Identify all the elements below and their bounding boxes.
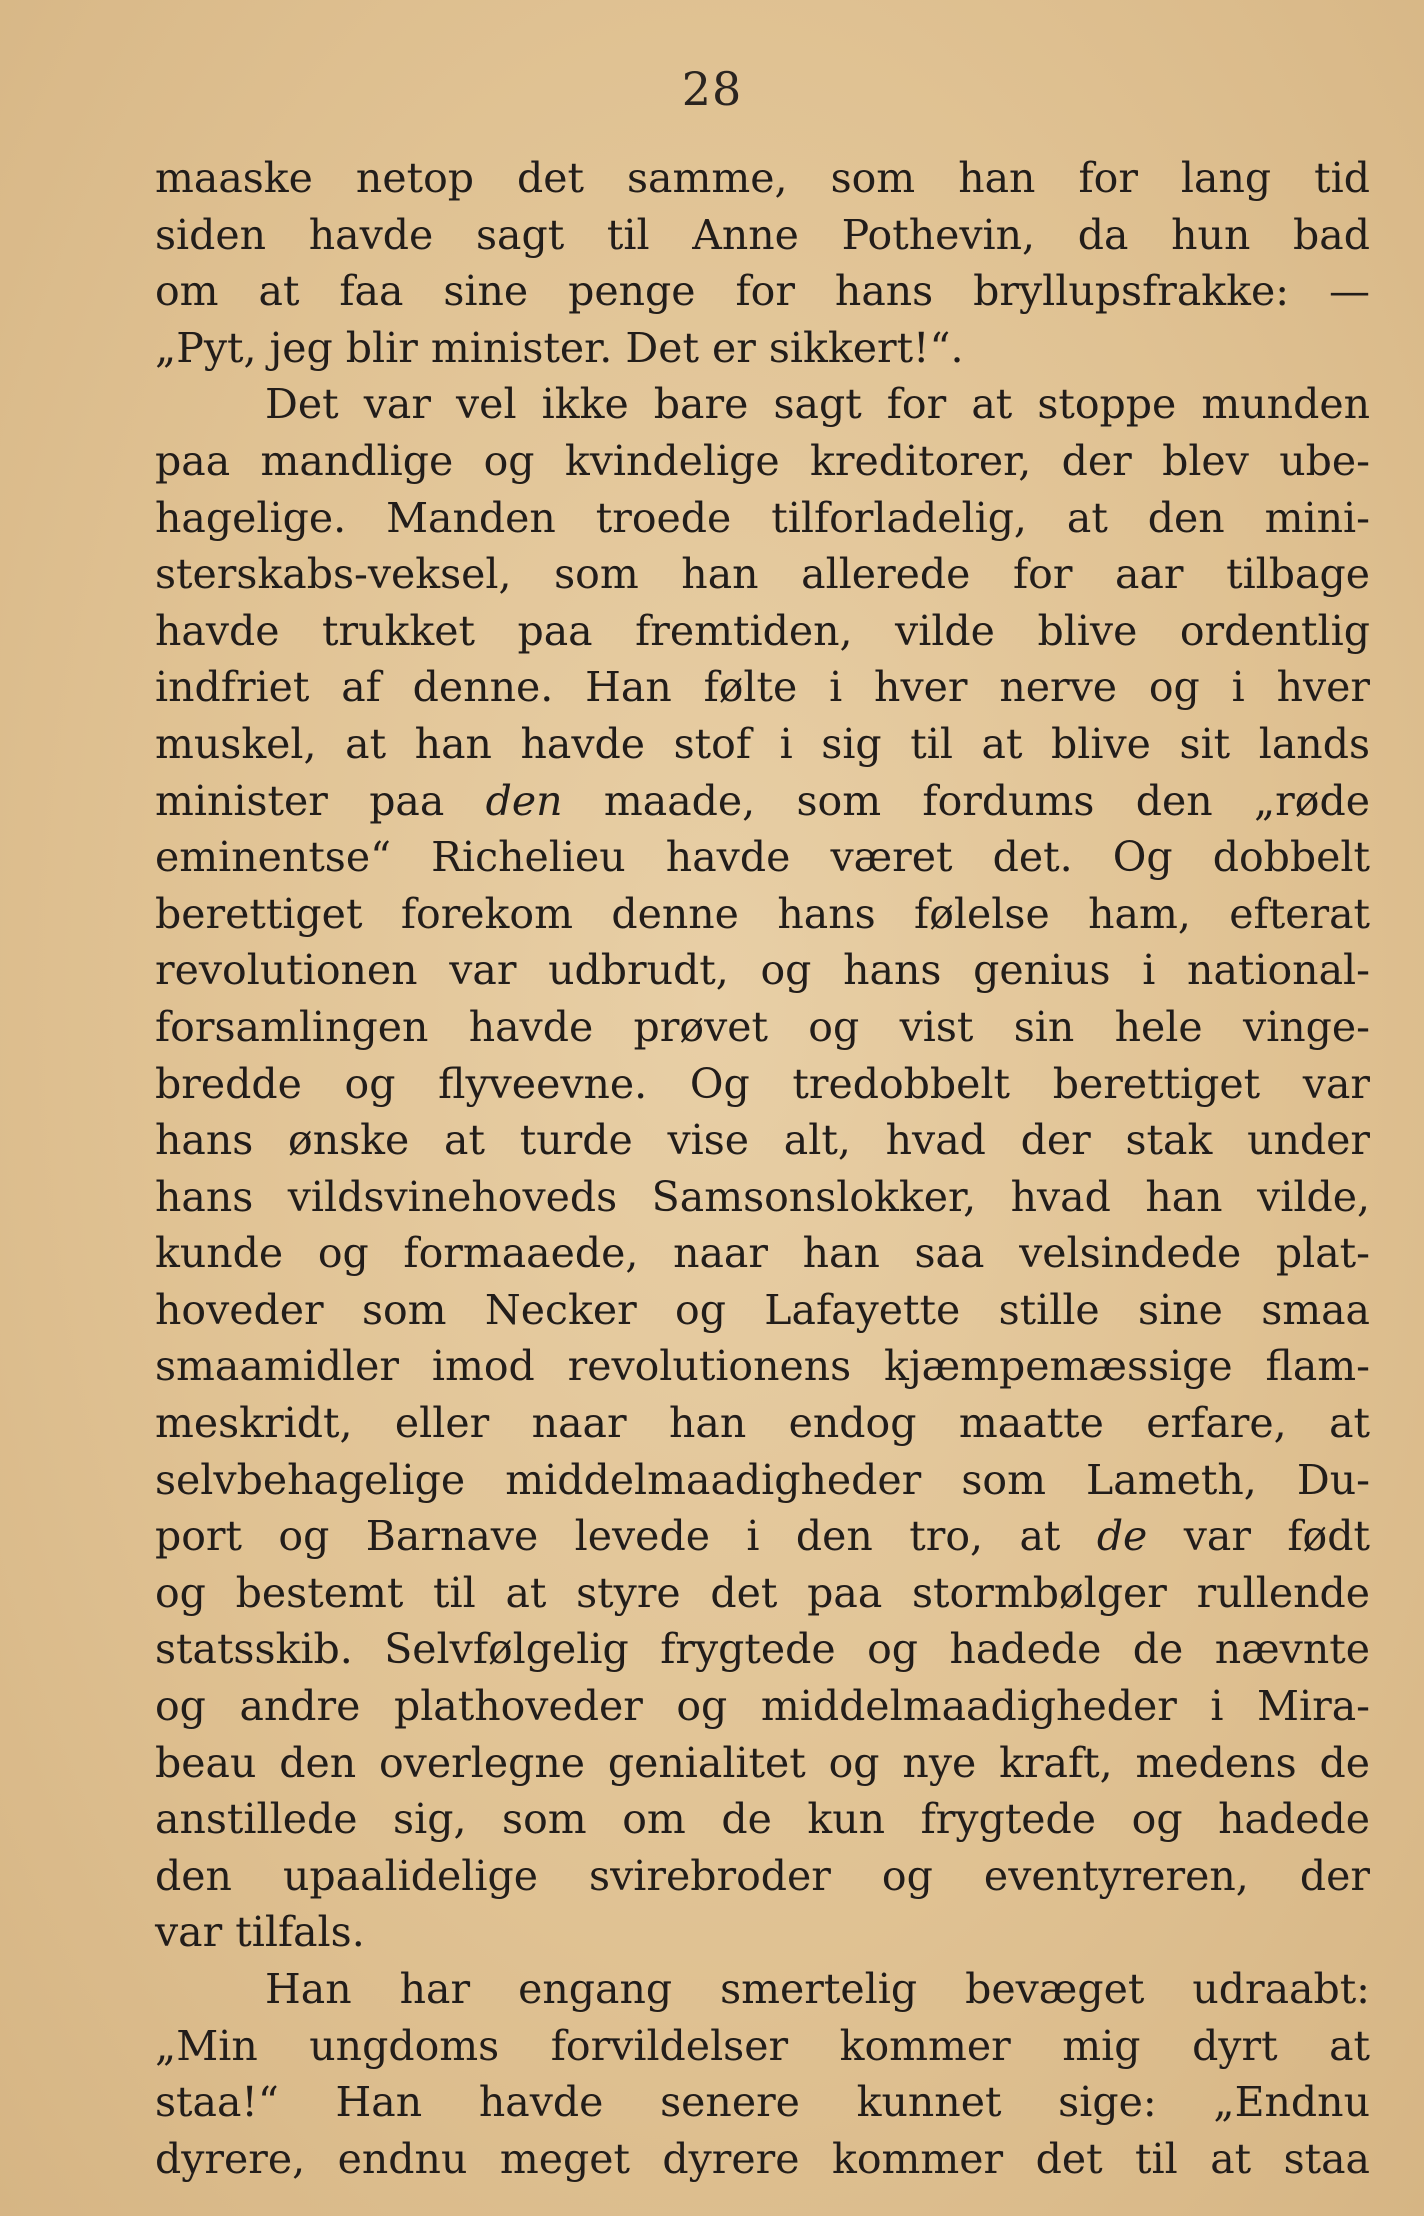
text-line: hoveder som Necker og Lafayette stille sine smaa: [155, 1285, 1370, 1334]
text-line: indfriet af denne. Han følte i hver nerve og i hver: [155, 663, 1370, 712]
text-line: forsamlingen havde prøvet og vist sin hele vinge-: [155, 1002, 1370, 1051]
text-line: maaske netop det samme, som han for lang tid: [155, 154, 1370, 202]
text-line: hans vildsvinehoveds Samsonslokker, hvad han vilde,: [155, 1172, 1370, 1221]
text-line: var tilfals.: [155, 1908, 365, 1957]
text-line: selvbehagelige middelmaadigheder som Lameth, Du-: [155, 1455, 1370, 1504]
text-line: muskel, at han havde stof i sig til at blive sit lands: [155, 719, 1370, 768]
text-line: hans ønske at turde vise alt, hvad der stak under: [155, 1116, 1370, 1165]
text-line: statsskib. Selvfølgelig frygtede og hadede de nævnte: [155, 1625, 1370, 1674]
text-line: meskridt, eller naar han endog maatte erfare, at: [155, 1399, 1370, 1448]
text-line: den upaalidelige svirebroder og eventyreren, der: [155, 1851, 1370, 1900]
text-line: beau den overlegne genialitet og nye kraft, medens de: [155, 1738, 1370, 1787]
text-line: smaamidler imod revolutionens kjæmpemæssige flam-: [155, 1342, 1370, 1391]
text-line: „Min ungdoms forvildelser kommer mig dyrt at: [155, 2021, 1370, 2070]
italic-word: den: [485, 776, 563, 825]
text-line: „Pyt, jeg blir minister. Det er sikkert!“.: [155, 323, 964, 372]
text-line: havde trukket paa fremtiden, vilde blive ordentlig: [155, 606, 1370, 655]
text-line: staa!“ Han havde senere kunnet sige: „Endnu: [155, 2078, 1370, 2127]
text-line: anstillede sig, som om de kun frygtede og hadede: [155, 1795, 1370, 1844]
text-line: og andre plathoveder og middelmaadigheder i Mira-: [155, 1682, 1370, 1731]
paragraph-start-line: Han har engang smertelig bevæget udraabt:: [265, 1965, 1370, 2013]
italic-word: de: [1096, 1512, 1148, 1561]
text-line: sterskabs-veksel, som han allerede for aar tilbage: [155, 550, 1370, 599]
text-line: hagelige. Manden troede tilforladelig, at den mini-: [155, 493, 1370, 542]
text-line: revolutionen var udbrudt, og hans genius i national-: [155, 946, 1370, 995]
text-line: minister paa den maade, som fordums den „røde: [155, 776, 1370, 825]
text-line: paa mandlige og kvindelige kreditorer, der blev ube-: [155, 436, 1370, 485]
text-line: siden havde sagt til Anne Pothevin, da hun bad: [155, 210, 1370, 259]
text-line: kunde og formaaede, naar han saa velsindede plat-: [155, 1229, 1370, 1278]
text-line: eminentse“ Richelieu havde været det. Og dobbelt: [155, 833, 1370, 882]
page-number: 28: [681, 62, 743, 116]
text-line: og bestemt til at styre det paa stormbølger rullende: [155, 1568, 1370, 1617]
text-line: bredde og flyveevne. Og tredobbelt berettiget var: [155, 1059, 1370, 1108]
paragraph-start-line: Det var vel ikke bare sagt for at stoppe munden: [265, 380, 1370, 429]
text-line: dyrere, endnu meget dyrere kommer det til at staa: [155, 2134, 1370, 2183]
text-line: om at faa sine penge for hans bryllupsfrakke: —: [155, 267, 1370, 316]
text-line: berettiget forekom denne hans følelse ham, efterat: [155, 889, 1370, 938]
body-text: [155, 150, 1370, 2187]
text-line: port og Barnave levede i den tro, at de var født: [155, 1512, 1370, 1561]
